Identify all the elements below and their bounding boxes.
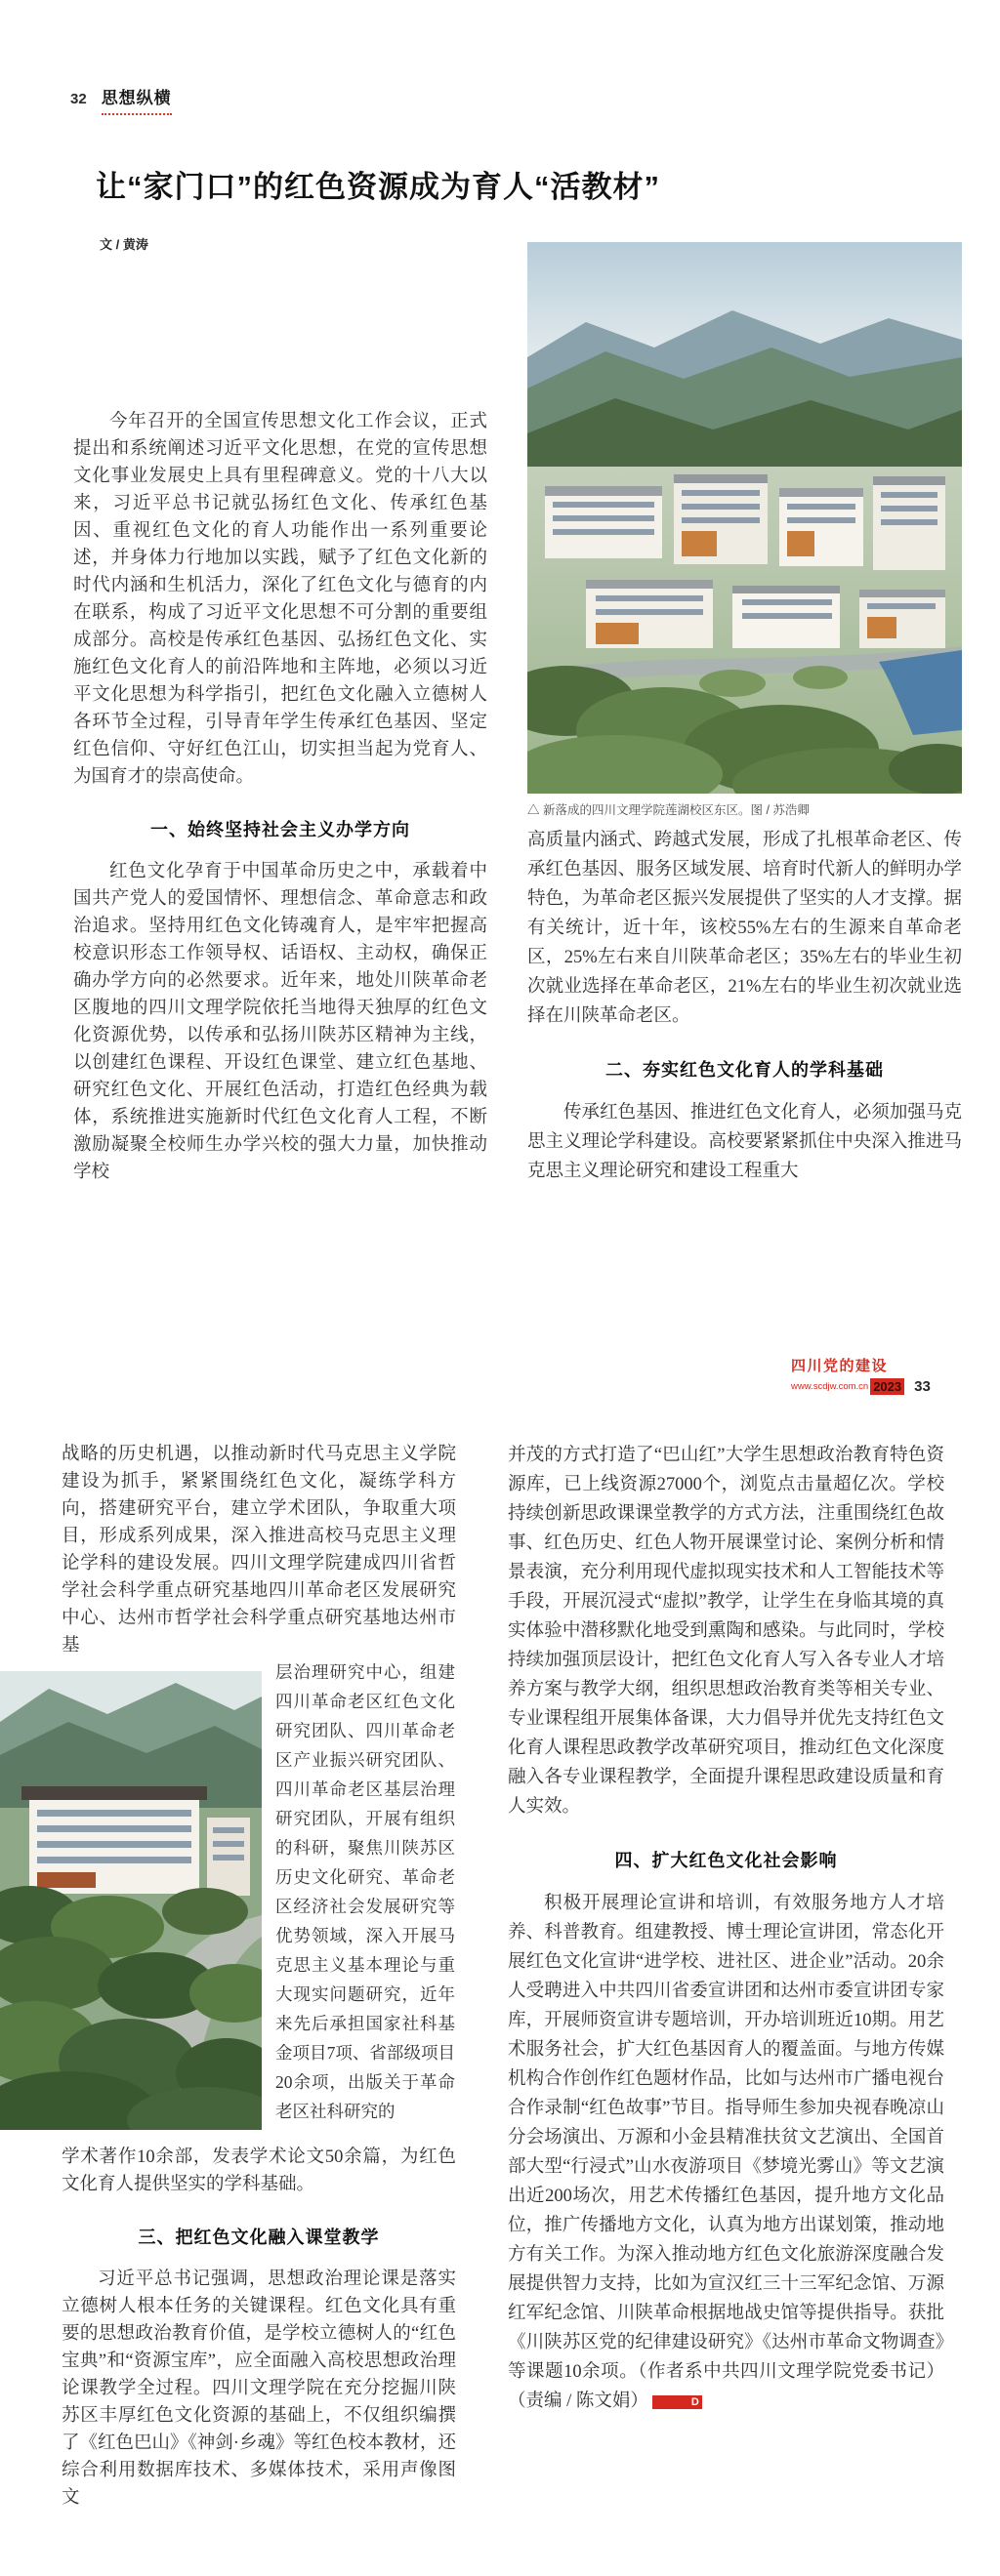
page33-left-column-bottom xyxy=(62,2144,456,2512)
page33-right-column xyxy=(508,1441,944,2416)
year-badge: 2023 xyxy=(870,1378,904,1395)
section2-continued-below-photo: 学术著作10余部，发表学术论文50余篇，为红色文化育人提供坚实的学科基础。 xyxy=(62,2147,456,2194)
page33-left-column-top xyxy=(62,1441,456,1659)
journal-name: 四川党的建设 xyxy=(791,1358,889,1374)
page32-right-column xyxy=(527,826,962,1186)
section2-heading: 二、夯实红色文化育人的学科基础 xyxy=(605,1060,884,1080)
article-end-mark: D xyxy=(652,2395,702,2409)
section4-heading: 四、扩大红色文化社会影响 xyxy=(614,1851,838,1870)
page33-number: 33 xyxy=(914,1378,931,1395)
section4-text xyxy=(508,1889,944,2416)
journal-url: www.scdjw.com.cn xyxy=(791,1381,869,1392)
section1-text-right: 高质量内涵式、跨越式发展，形成了扎根革命老区、传承红色基因、服务区域发展、培育时代新人的鲜明办学特色，为革命老区振兴发展提供了坚实的人才支撑。据有关统计，近十年，该校55%左右的生源来自革命老区，25%左右来自川陕革命老区；35%左右的毕业生初次就业选择在革命老区，21%左右的毕业生初次就业选择在川陕革命老区。 xyxy=(527,831,962,1026)
page32-number: 32 xyxy=(70,91,87,107)
section3-text-right: 并茂的方式打造了“巴山红”大学生思想政治教育特色资源库，已上线资源27000个，浏览点击量超亿次。学校持续创新思政课课堂教学的方式方法，注重围绕红色故事、红色历史、红色人物开展课堂讨论、案例分析和情景表演，充分利用现代虚拟现实技术和人工智能技术等手段，开展沉浸式“虚拟”教学，让学生在身临其境的真实体验中潜移默化地受到熏陶和感染。与此同时，学校持续加强顶层设计，把红色文化育人写入各专业人才培养方案与教学大纲，组织思想政治教育类等相关专业、专业课程组开展集体备课，大力倡导并优先支持红色文化育人课程思政教学改革研究项目，推动红色文化深度融入各专业课程教学，全面提升课程思政建设质量和育人实效。 xyxy=(508,1446,944,1817)
campus-aerial-illustration xyxy=(527,242,962,794)
page33-header xyxy=(791,1355,947,1395)
campus-building-illustration xyxy=(0,1671,262,2130)
section-label: 思想纵横 xyxy=(102,84,172,115)
article-byline: 文 / 黄涛 xyxy=(100,237,148,252)
section4-text-body: 积极开展理论宣讲和培训，有效服务地方人才培养、科普教育。组建教授、博士理论宣讲团，常态化开展红色文化宣讲“进学校、进社区、进企业”活动。20余人受聘进入中共四川省委宣讲团和达州市委宣讲团专家库，开展师资宣讲专题培训，开办培训班近10期。用艺术服务社会，扩大红色基因育人的覆盖面。与地方传媒机构合作创作红色题材作品，比如与达州市广播电视台合作录制“红色故事”节目。指导师生参加央视春晚凉山分会场演出、万源和小金县精准扶贫文艺演出、全国首部大型“行浸式”山水夜游项目《梦境光雾山》等文艺演出近200场次，用艺术传播红色基因，提升地方文化品位，推广传播地方文化，认真为地方出谋划策，推动地方有关工作。为深入推动地方红色文化旅游深度融合发展提供智力支持，比如为宣汉红三十三军纪念馆、万源红军纪念馆、川陕革命根据地战史馆等提供指导。获批《川陕苏区党的纪律建设研究》《达州市革命文物调查》等课题10余项。（作者系中共四川文理学院党委书记）（责编 / 陈文娟） xyxy=(508,1894,944,2411)
page32-left-column xyxy=(73,408,487,1186)
page32-header xyxy=(70,84,172,115)
intro-paragraph: 今年召开的全国宣传思想文化工作会议，正式提出和系统阐述习近平文化思想，在党的宣传思想文化事业发展史上具有里程碑意义。党的十八大以来，习近平总书记就弘扬红色文化、传承红色基因、重视红色文化的育人功能作出一系列重要论述，并身体力行地加以实践，赋予了红色文化新的时代内涵和生机活力，深化了红色文化与德育的内在联系，构成了习近平文化思想不可分割的重要组成部分。高校是传承红色基因、弘扬红色文化、实施红色文化育人的前沿阵地和主阵地，必须以习近平文化思想为科学指引，把红色文化融入立德树人各环节全过程，引导青年学生传承红色基因、坚定红色信仰、守好红色江山，切实担当起为党育人、为国育才的崇高使命。 xyxy=(73,412,487,787)
photo1-caption: △ 新落成的四川文理学院莲湖校区东区。图 / 苏浩卿 xyxy=(527,803,810,817)
campus-building-photo xyxy=(0,1671,262,2130)
section3-heading: 三、把红色文化融入课堂教学 xyxy=(138,2228,380,2247)
page33-narrow-column: 层治理研究中心，组建四川革命老区红色文化研究团队、四川革命老区产业振兴研究团队、四川革命老区基层治理研究团队，开展有组织的科研，聚焦川陕苏区历史文化研究、革命老区经济社会发展研究等优势领域，深入开展马克思主义基本理论与重大现实问题研究，近年来先后承担国家社科基金项目7项、省部级项目20余项，出版关于革命老区社科研究的 xyxy=(275,1662,455,2121)
campus-aerial-photo xyxy=(527,242,962,794)
section2-continued-full: 战略的历史机遇，以推动新时代马克思主义学院建设为抓手，紧紧围绕红色文化，凝练学科方向，搭建研究平台，建立学术团队，争取重大项目，形成系列成果，深入推进高校马克思主义理论学科的建设发展。四川文理学院建成四川省哲学社会科学重点研究基地四川革命老区发展研究中心、达州市哲学社会科学重点研究基地达州市基 xyxy=(62,1445,456,1656)
page33-header-row xyxy=(791,1378,947,1395)
section1-heading: 一、始终坚持社会主义办学方向 xyxy=(150,820,410,839)
article-title: 让“家门口”的红色资源成为育人“活教材” xyxy=(96,170,660,204)
section1-text-left: 红色文化孕育于中国革命历史之中，承载着中国共产党人的爱国情怀、理想信念、革命意志和政治追求。坚持用红色文化铸魂育人，是牢牢把握高校意识形态工作领导权、话语权、主动权，确保正确办学方向的必然要求。近年来，地处川陕革命老区腹地的四川文理学院依托当地得天独厚的红色文化资源优势，以传承和弘扬川陕苏区精神为主线，以创建红色课程、开设红色课堂、建立红色基地、研究红色文化、开展红色活动，打造红色经典为载体，系统推进实施新时代红色文化育人工程，不断激励凝聚全校师生办学兴校的强大力量，加快推动学校 xyxy=(73,862,487,1182)
section3-text-left: 习近平总书记强调，思想政治理论课是落实立德树人根本任务的关键课程。红色文化具有重要的思想政治教育价值，是学校立德树人的“红色宝典”和“资源宝库”，应全面融入高校思想政治理论课教学全过程。四川文理学院在充分挖掘川陕苏区丰厚红色文化资源的基础上，不仅组织编撰了《红色巴山》《神剑·乡魂》等红色校本教材，还综合利用数据库技术、多媒体技术，采用声像图文 xyxy=(62,2269,456,2508)
section2-text: 传承红色基因、推进红色文化育人，必须加强马克思主义理论学科建设。高校要紧紧抓住中央深入推进马克思主义理论研究和建设工程重大 xyxy=(527,1103,962,1181)
